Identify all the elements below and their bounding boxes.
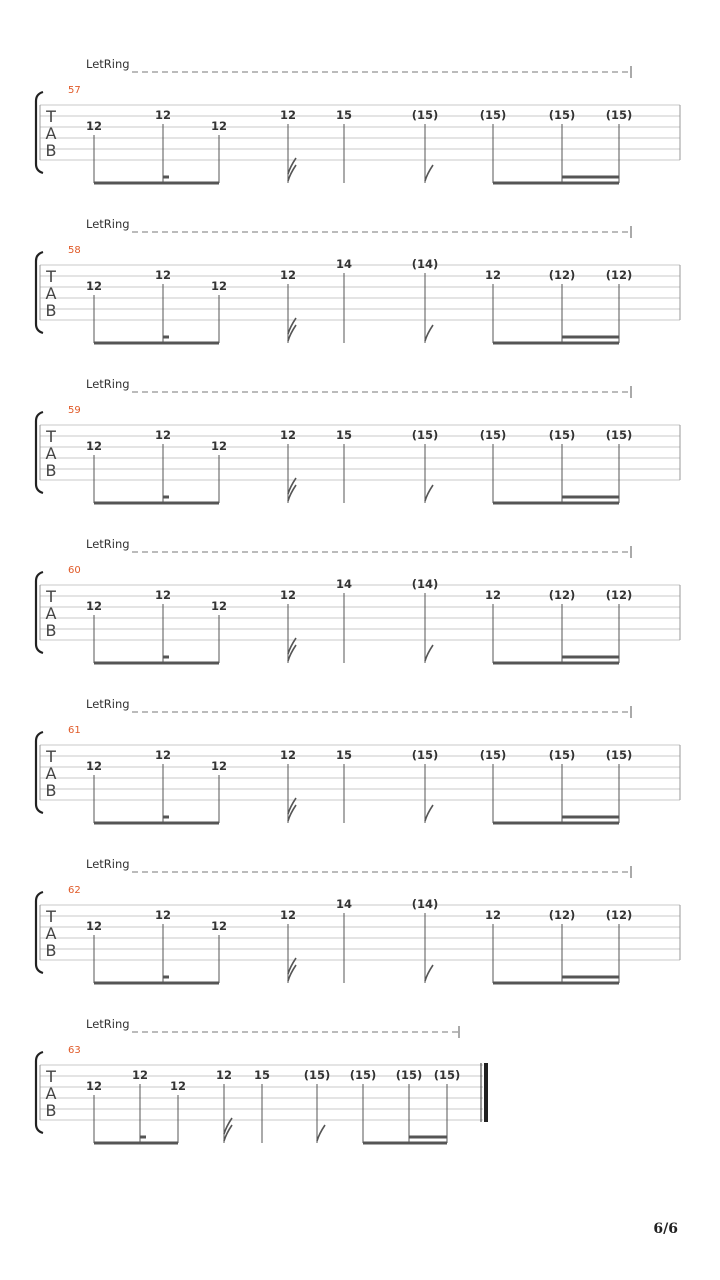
measure-number: 58 (68, 245, 81, 256)
tab-clef-letter: T (46, 907, 56, 926)
fret-number: 12 (279, 588, 297, 602)
tab-clef-letter: B (45, 461, 57, 480)
fret-number: 12 (85, 599, 103, 613)
tab-clef-letter: B (45, 1101, 57, 1120)
fret-number: 12 (210, 439, 228, 453)
fret-number: 12 (154, 908, 172, 922)
tab-clef-letter: B (45, 781, 57, 800)
tab-clef-letter: A (45, 284, 57, 303)
letring-label: LetRing (86, 377, 130, 391)
tab-system (36, 217, 680, 343)
tab-clef-letter: A (45, 124, 57, 143)
fret-number: 12 (85, 279, 103, 293)
tab-clef-letter: B (45, 301, 57, 320)
note-flag (288, 165, 296, 181)
fret-number: 12 (85, 119, 103, 133)
fret-number: 12 (210, 279, 228, 293)
tab-system (36, 537, 680, 663)
fret-number: 14 (335, 897, 353, 911)
tab-clef-letter: B (45, 941, 57, 960)
fret-number: 15 (335, 748, 353, 762)
tab-clef-letter: T (46, 587, 56, 606)
letring-label: LetRing (86, 697, 130, 711)
fret-number: (15) (605, 748, 633, 762)
fret-number: 12 (169, 1079, 187, 1093)
note-flag (288, 805, 296, 821)
tab-clef-letter: T (46, 107, 56, 126)
fret-number: (15) (479, 108, 507, 122)
fret-number: (15) (349, 1068, 377, 1082)
fret-number: (15) (548, 428, 576, 442)
note-flag (425, 165, 433, 181)
tab-clef-letter: B (45, 621, 57, 640)
fret-number: 12 (215, 1068, 233, 1082)
tab-clef-letter: A (45, 764, 57, 783)
fret-number: 12 (154, 108, 172, 122)
fret-number: (15) (605, 428, 633, 442)
fret-number: 12 (484, 908, 502, 922)
tab-clef-letter: A (45, 444, 57, 463)
fret-number: 15 (335, 108, 353, 122)
fret-number: 12 (85, 919, 103, 933)
fret-number: 12 (279, 748, 297, 762)
fret-number: 14 (335, 577, 353, 591)
tab-clef-letter: T (46, 267, 56, 286)
tab-system (36, 857, 680, 983)
measure-number: 60 (68, 565, 81, 576)
measure-number: 63 (68, 1045, 81, 1056)
note-flag (288, 965, 296, 981)
fret-number: 12 (210, 119, 228, 133)
fret-number: (12) (548, 908, 576, 922)
fret-number: 14 (335, 257, 353, 271)
fret-number: (15) (479, 428, 507, 442)
measure-number: 59 (68, 405, 81, 416)
fret-number: 12 (85, 1079, 103, 1093)
measure-number: 61 (68, 725, 81, 736)
fret-number: 12 (279, 108, 297, 122)
fret-number: 12 (484, 588, 502, 602)
fret-number: 12 (210, 599, 228, 613)
tab-clef-letter: T (46, 1067, 56, 1086)
fret-number: (15) (395, 1068, 423, 1082)
note-flag (288, 485, 296, 501)
measure-number: 62 (68, 885, 81, 896)
fret-number: (15) (433, 1068, 461, 1082)
measure-number: 57 (68, 85, 81, 96)
letring-label: LetRing (86, 857, 130, 871)
note-flag (425, 485, 433, 501)
fret-number: 12 (210, 759, 228, 773)
tab-clef-letter: B (45, 141, 57, 160)
fret-number: 12 (154, 428, 172, 442)
fret-number: 12 (484, 268, 502, 282)
fret-number: (15) (411, 108, 439, 122)
fret-number: (14) (411, 897, 439, 911)
tab-system (36, 697, 680, 823)
letring-label: LetRing (86, 217, 130, 231)
fret-number: (15) (411, 428, 439, 442)
fret-number: 12 (154, 748, 172, 762)
page-number: 6/6 (653, 1221, 678, 1237)
fret-number: 12 (154, 268, 172, 282)
note-flag (425, 645, 433, 661)
note-flag (425, 325, 433, 341)
fret-number: (15) (548, 748, 576, 762)
fret-number: (12) (605, 588, 633, 602)
tab-system (36, 1017, 486, 1143)
fret-number: (15) (411, 748, 439, 762)
letring-label: LetRing (86, 537, 130, 551)
fret-number: 12 (131, 1068, 149, 1082)
fret-number: (15) (479, 748, 507, 762)
note-flag (288, 325, 296, 341)
tab-clef-letter: T (46, 747, 56, 766)
fret-number: 12 (279, 268, 297, 282)
fret-number: 12 (154, 588, 172, 602)
fret-number: 15 (253, 1068, 271, 1082)
letring-label: LetRing (86, 1017, 130, 1031)
fret-number: (15) (303, 1068, 331, 1082)
tab-clef-letter: A (45, 604, 57, 623)
note-flag (224, 1125, 232, 1141)
fret-number: (12) (548, 268, 576, 282)
fret-number: 12 (279, 908, 297, 922)
tab-clef-letter: A (45, 924, 57, 943)
tab-system (36, 377, 680, 503)
fret-number: (12) (605, 268, 633, 282)
fret-number: (12) (605, 908, 633, 922)
fret-number: (15) (548, 108, 576, 122)
letring-label: LetRing (86, 57, 130, 71)
tab-clef-letter: A (45, 1084, 57, 1103)
fret-number: (14) (411, 577, 439, 591)
fret-number: 12 (85, 759, 103, 773)
fret-number: 12 (279, 428, 297, 442)
note-flag (317, 1125, 325, 1141)
tab-system (36, 57, 680, 183)
fret-number: (14) (411, 257, 439, 271)
note-flag (425, 965, 433, 981)
fret-number: 12 (210, 919, 228, 933)
note-flag (288, 645, 296, 661)
fret-number: (15) (605, 108, 633, 122)
fret-number: 15 (335, 428, 353, 442)
note-flag (425, 805, 433, 821)
fret-number: (12) (548, 588, 576, 602)
tab-clef-letter: T (46, 427, 56, 446)
fret-number: 12 (85, 439, 103, 453)
